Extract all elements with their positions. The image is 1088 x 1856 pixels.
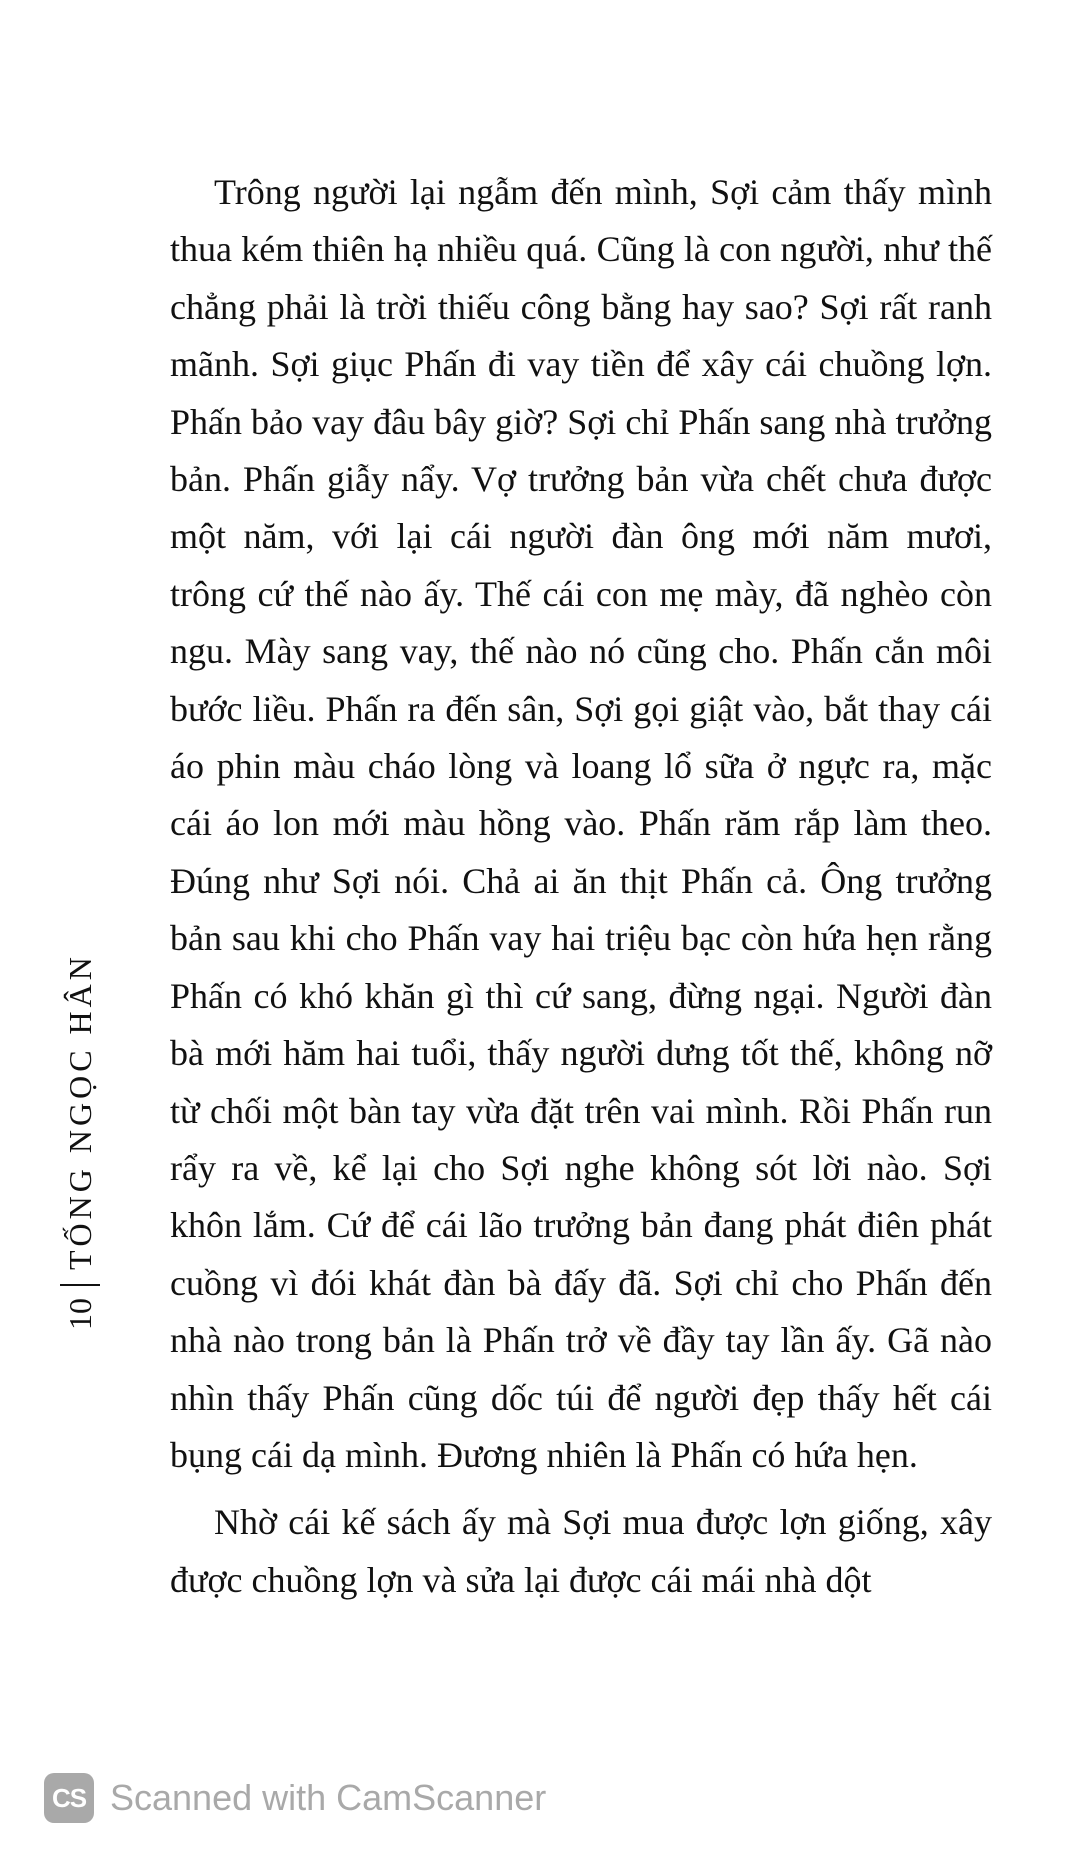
author-name: TỐNG NGỌC HÂN xyxy=(61,953,98,1270)
paragraph-2: Nhờ cái kế sách ấy mà Sợi mua được lợn giống, xây được chuồng lợn và sửa lại được cái mái nhà dột xyxy=(170,1502,992,1600)
body-text xyxy=(170,164,992,1609)
page-number: 10 xyxy=(61,1298,98,1330)
scanner-watermark xyxy=(44,1770,546,1826)
watermark-text: Scanned with CamScanner xyxy=(110,1777,547,1818)
running-head-divider xyxy=(60,1284,100,1286)
camscanner-logo-icon: CS xyxy=(44,1773,94,1823)
side-running-head xyxy=(58,910,102,1330)
paragraph-1: Trông người lại ngẫm đến mình, Sợi cảm thấy mình thua kém thiên hạ nhiều quá. Cũng là con người, như thế chẳng phải là trời thiếu công bằng hay sao? Sợi rất ranh mãnh. Sợi giục Phấn đi vay tiền để xây cái chuồng lợn. Phấn bảo vay đâu bây giờ? Sợi chỉ Phấn sang nhà trưởng bản. Phấn giẫy nẩy. Vợ trưởng bản vừa chết chưa được một năm, với lại cái người đàn ông mới năm mươi, trông cứ thế nào ấy. Thế cái con mẹ mày, đã nghèo còn ngu. Mày sang vay, thế nào nó cũng cho. Phấn cắn môi bước liều. Phấn ra đến sân, Sợi gọi giật vào, bắt thay cái áo phin màu cháo lòng và loang lổ sữa ở ngực ra, mặc cái áo lon mới màu hồng vào. Phấn răm rắp làm theo. Đúng như Sợi nói. Chả ai ăn thịt Phấn cả. Ông trưởng bản sau khi cho Phấn vay hai triệu bạc còn hứa hẹn rằng Phấn có khó khăn gì thì cứ sang, đừng ngại. Người đàn bà mới hăm hai tuổi, thấy người dưng tốt thế, không nỡ từ chối một bàn tay vừa đặt trên vai mình. Rồi Phấn run rẩy ra về, kể lại cho Sợi nghe không sót lời nào. Sợi khôn lắm. Cứ để cái lão trưởng bản đang phát điên phát cuồng vì đói khát đàn bà đấy đã. Sợi chỉ cho Phấn đến nhà nào trong bản là Phấn trở về đầy tay lần ấy. Gã nào nhìn thấy Phấn cũng dốc túi để người đẹp thấy hết cái bụng cái dạ mình. Đương nhiên là Phấn có hứa hẹn. xyxy=(170,172,992,1475)
